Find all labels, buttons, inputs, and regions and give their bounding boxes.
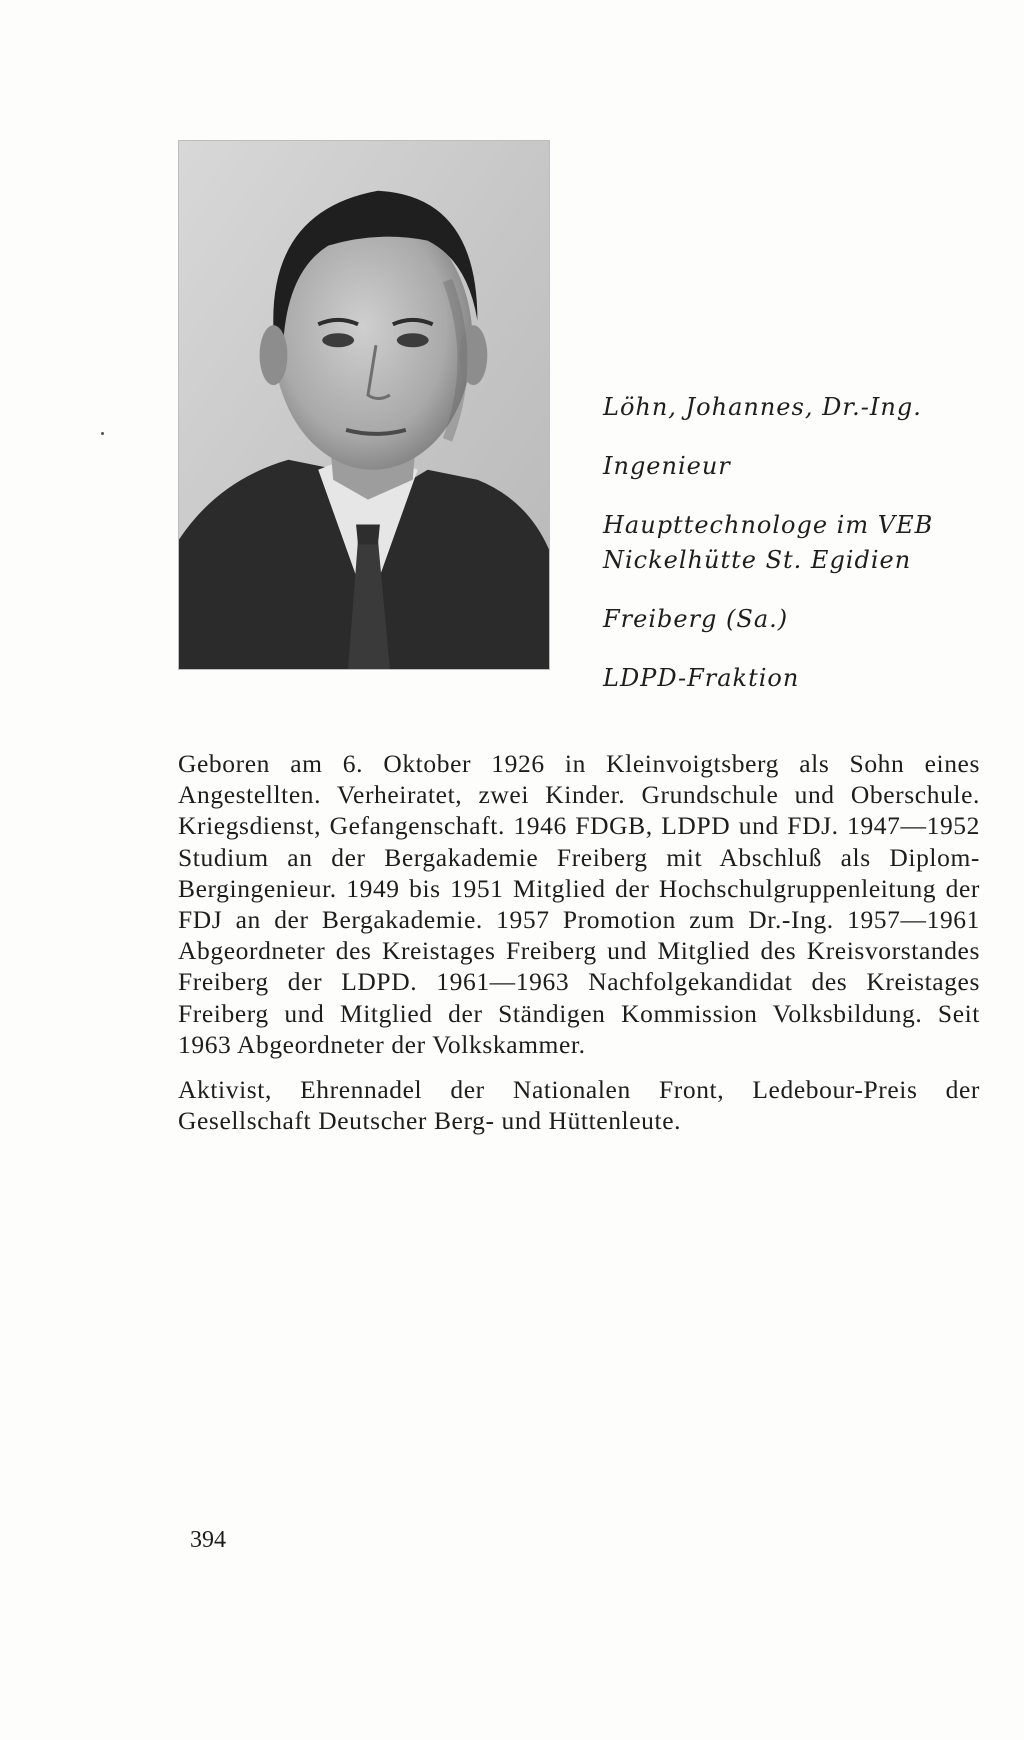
person-faction: LDPD-Fraktion [603,664,800,692]
person-place: Freiberg (Sa.) [603,605,789,633]
person-profession: Ingenieur [603,452,731,480]
biography-paragraph: Geboren am 6. Oktober 1926 in Kleinvoigtsberg als Sohn eines Angestellten. Verheiratet, zwei Kinder. Grundschule und Oberschule. Kriegsdienst, Gefangenschaft. 1946 FDGB, LDPD und FDJ. 1947—1952 Studium an der Bergakademie Freiberg mit Abschluß als Diplom-Bergingenieur. 1949 bis 1951 Mitglied der Hochschulgruppenleitung der FDJ an der Bergakademie. 1957 Promotion zum Dr.-Ing. 1957—1961 Abgeordneter des Kreistages Freiberg und Mitglied des Kreisvorstandes Freiberg der LDPD. 1961—1963 Nachfolgekandidat des Kreistages Freiberg und Mitglied der Ständigen Kommission Volksbildung. Seit 1963 Abgeordneter der Volkskammer. [178,749,980,1059]
portrait-photo [178,140,550,670]
portrait-illustration [179,141,549,669]
print-speck [101,432,104,435]
person-name: Löhn, Johannes, Dr.-Ing. [603,393,922,421]
awards-paragraph: Aktivist, Ehrennadel der Nationalen Front, Ledebour-Preis der Gesellschaft Deutscher Berg- und Hüttenleute. [178,1075,980,1136]
page-number: 394 [190,1527,226,1553]
biography-text [178,748,980,1150]
portrait-caption [603,390,963,720]
person-position: Haupttechnologe im VEB Nickelhütte St. Egidien [603,511,934,574]
